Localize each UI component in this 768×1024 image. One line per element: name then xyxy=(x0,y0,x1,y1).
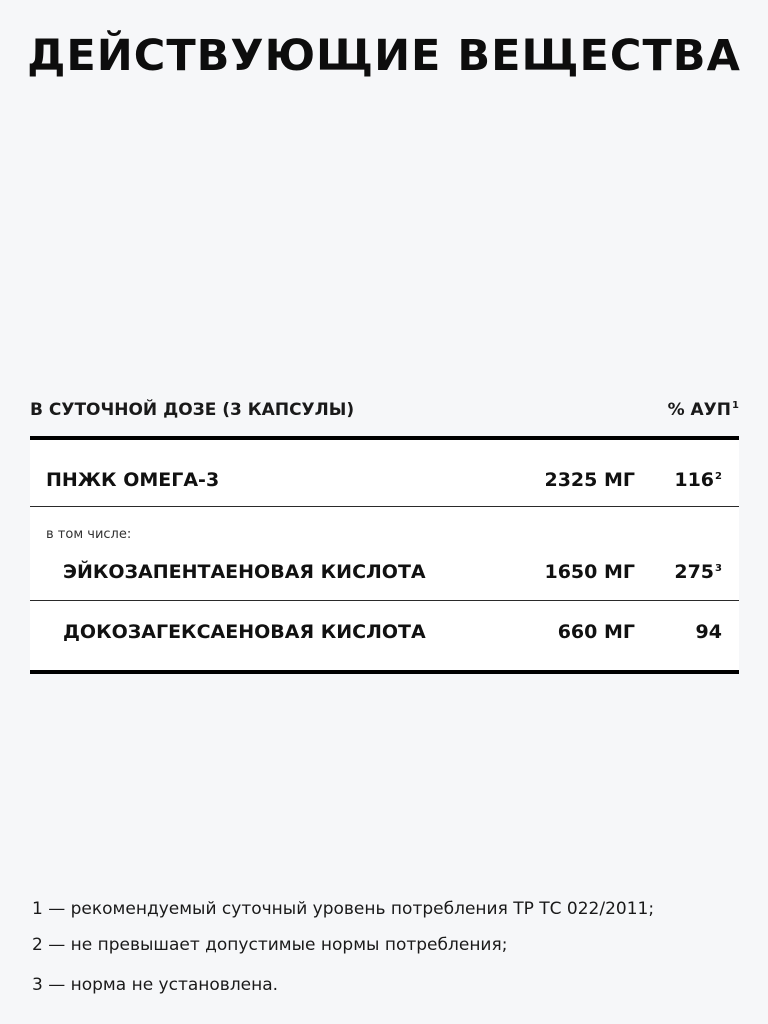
percent-rda-header xyxy=(668,398,739,422)
footnote: 2 — не превышает допустимые нормы потребления; xyxy=(32,935,508,955)
ingredient-percent: 94 xyxy=(695,621,722,643)
row-divider xyxy=(30,600,739,601)
ingredient-percent-value: 275 xyxy=(674,561,715,583)
ingredient-amount: 2325 МГ xyxy=(544,469,635,491)
footnote: 3 — норма не установлена. xyxy=(32,975,279,995)
page-title: ДЕЙСТВУЮЩИЕ ВЕЩЕСТВА xyxy=(27,31,741,81)
ingredient-percent xyxy=(674,466,722,494)
footnote-marker: 3 xyxy=(715,563,722,574)
ingredient-amount: 1650 МГ xyxy=(544,561,635,583)
ingredient-amount: 660 МГ xyxy=(557,621,635,643)
ingredient-name: ЭЙКОЗАПЕНТАЕНОВАЯ КИСЛОТА xyxy=(63,561,426,583)
ingredients-table xyxy=(30,440,739,670)
ingredient-name: ПНЖК ОМЕГА-3 xyxy=(46,469,220,491)
ingredient-percent xyxy=(674,558,722,586)
percent-rda-header-label: % АУП xyxy=(667,400,732,420)
row-divider xyxy=(30,506,739,507)
daily-dose-header: В СУТОЧНОЙ ДОЗЕ (3 КАПСУЛЫ) xyxy=(30,400,355,420)
table-header xyxy=(30,398,739,422)
footnote-marker: 2 xyxy=(715,471,722,482)
table-bottom-rule xyxy=(30,670,739,674)
ingredient-name: ДОКОЗАГЕКСАЕНОВАЯ КИСЛОТА xyxy=(63,621,426,643)
ingredient-percent-value: 116 xyxy=(674,469,715,491)
footnote: 1 — рекомендуемый суточный уровень потребления ТР ТС 022/2011; xyxy=(32,899,655,919)
footnote-marker: 1 xyxy=(732,400,739,411)
including-note: в том числе: xyxy=(46,527,132,542)
